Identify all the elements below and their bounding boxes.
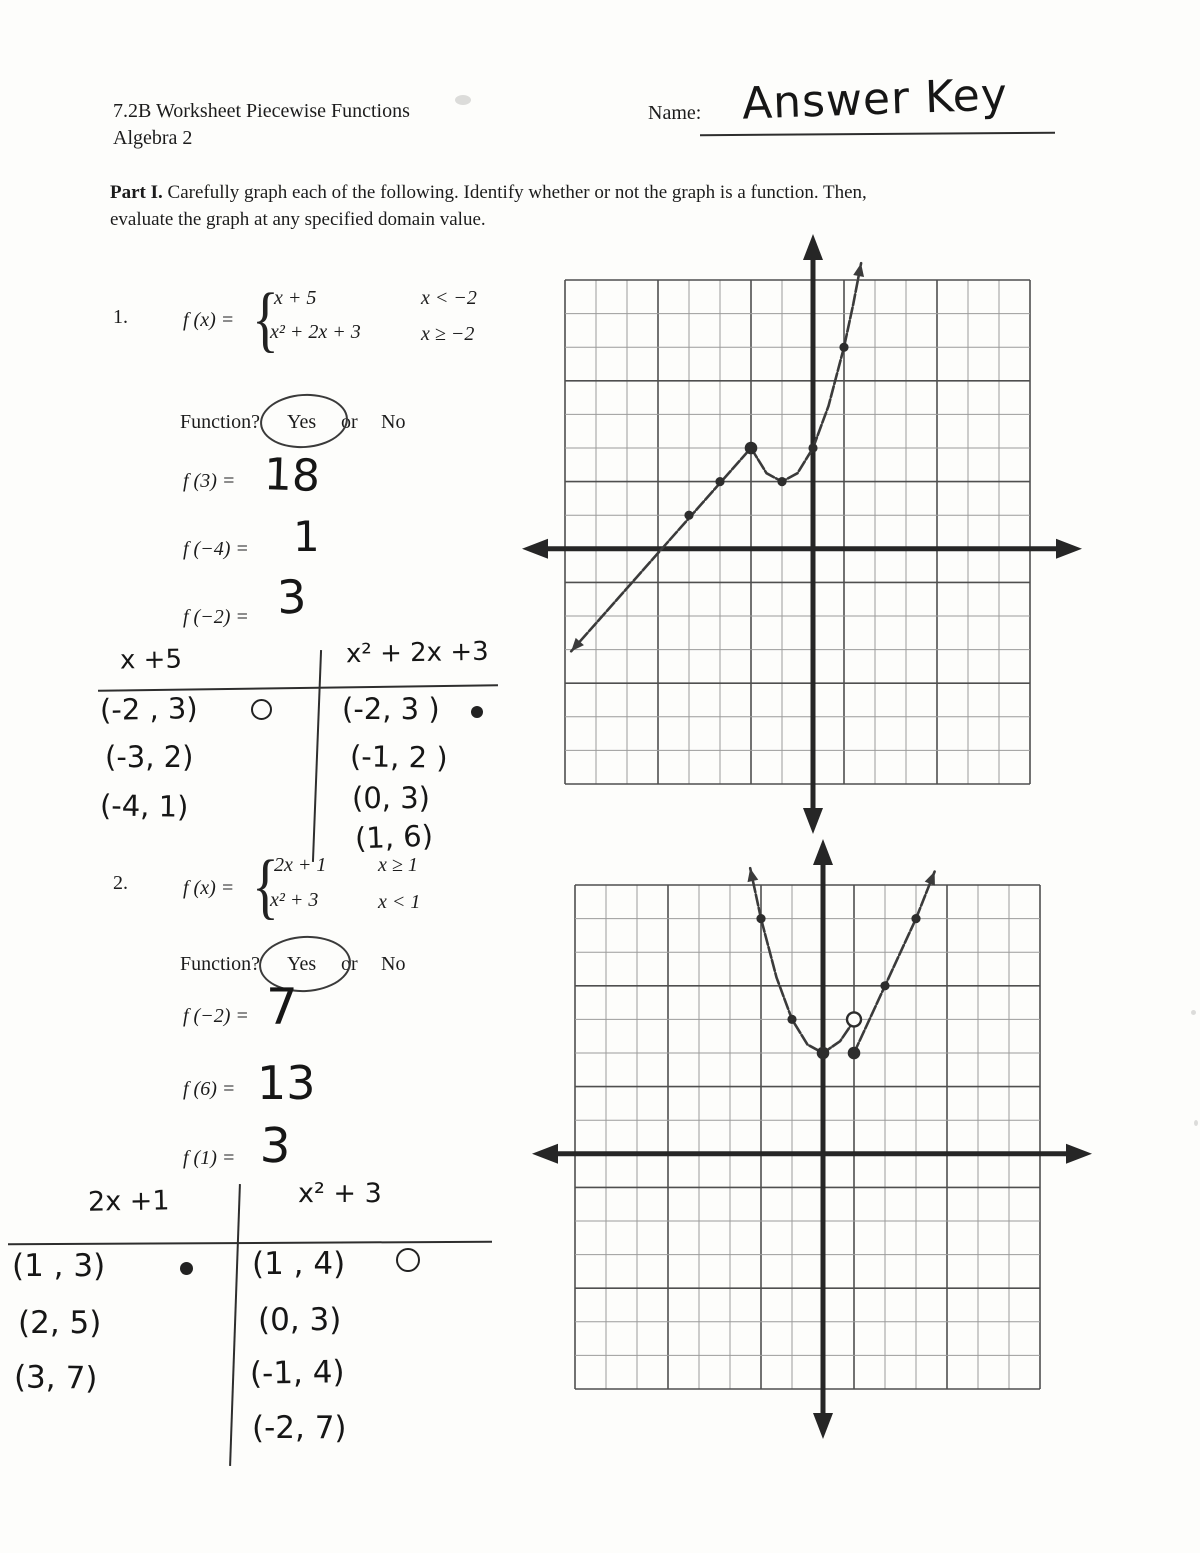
table2-header-rule	[8, 1241, 492, 1246]
table2-open-circle-marker	[396, 1248, 420, 1272]
scan-artifact	[455, 95, 471, 105]
problem2-eval3-label: f (1) =	[183, 1147, 236, 1169]
worksheet-subtitle: Algebra 2	[113, 127, 193, 149]
problem2-piece2-expr: x² + 3	[270, 889, 319, 911]
problem2-eval2-answer: 13	[257, 1056, 316, 1110]
graph-2	[530, 835, 1110, 1457]
table1-left-point: (-3, 2)	[105, 740, 194, 774]
problem1-piecewise-brace: {	[252, 279, 279, 360]
table1-header-rule	[98, 684, 498, 692]
problem1-no-option: No	[381, 411, 406, 433]
table2-left-header: 2x +1	[87, 1185, 170, 1218]
instructions-line1	[110, 182, 867, 204]
problem1-piece2-cond: x ≥ −2	[421, 323, 475, 345]
name-label: Name:	[648, 102, 702, 124]
problem2-no-option: No	[381, 953, 406, 975]
problem2-eval2-label: f (6) =	[183, 1078, 236, 1100]
problem1-yes-option: Yes	[287, 411, 317, 433]
instructions-line2: evaluate the graph at any specified domain value.	[110, 209, 486, 230]
scan-artifact	[1191, 1010, 1196, 1015]
problem2-piece2-cond: x < 1	[378, 891, 421, 913]
problem2-eval1-answer: 7	[266, 978, 298, 1036]
table1-left-header: x +5	[119, 644, 183, 676]
problem2-eval1-label: f (−2) =	[183, 1005, 249, 1027]
table2-column-divider	[229, 1184, 241, 1466]
table1-left-point: (-2 , 3)	[99, 691, 198, 727]
part-label: Part I.	[110, 182, 163, 203]
table2-left-point: (3, 7)	[13, 1359, 98, 1397]
problem1-eval2-label: f (−4) =	[183, 538, 249, 560]
problem1-or-label: or	[341, 411, 358, 433]
problem1-eval3-answer: 3	[276, 569, 308, 625]
problem2-number: 2.	[113, 872, 128, 894]
table1-column-divider	[312, 650, 322, 862]
table2-left-point: (1 , 3)	[12, 1248, 106, 1284]
problem1-yes-circle-annotation	[258, 391, 350, 451]
problem2-piece1-expr: 2x + 1	[274, 854, 327, 876]
problem2-or-label: or	[341, 953, 358, 975]
table1-left-point: (-4, 1)	[99, 788, 189, 824]
problem1-eval2-answer: 1	[293, 512, 320, 561]
table1-right-point: (-2, 3 )	[342, 692, 440, 726]
table2-closed-dot-marker	[180, 1262, 193, 1275]
table2-right-point: (-2, 7)	[252, 1410, 347, 1446]
problem1-piece2-expr: x² + 2x + 3	[270, 321, 361, 343]
table2-right-point: (0, 3)	[258, 1302, 342, 1338]
instructions-line1-text: Carefully graph each of the following. Identify whether or not the graph is a function. Then,	[162, 182, 867, 203]
worksheet-title: 7.2B Worksheet Piecewise Functions	[113, 100, 410, 122]
table2-right-header: x² + 3	[298, 1178, 382, 1209]
name-underline	[700, 132, 1055, 136]
table1-right-point: (-1, 2 )	[349, 739, 448, 775]
problem2-function-question: Function?	[180, 953, 260, 975]
name-value-handwritten: Answer Key	[741, 69, 1009, 130]
problem1-eval3-label: f (−2) =	[183, 606, 249, 628]
table1-right-point: (0, 3)	[352, 781, 430, 815]
problem1-eval1-answer: 18	[263, 449, 321, 502]
scan-artifact	[1194, 1120, 1198, 1126]
problem1-function-question: Function?	[180, 411, 260, 433]
problem2-fx-label: f (x) =	[183, 877, 235, 899]
problem1-fx-label: f (x) =	[183, 309, 235, 331]
problem1-piece1-expr: x + 5	[274, 287, 317, 309]
problem2-yes-option: Yes	[287, 953, 317, 975]
table1-open-circle-marker	[251, 699, 272, 720]
problem1-eval1-label: f (3) =	[183, 470, 236, 492]
table2-left-point: (2, 5)	[18, 1305, 102, 1341]
table1-right-header: x² + 2x +3	[345, 636, 489, 670]
problem1-piece1-cond: x < −2	[421, 287, 477, 309]
graph-1	[520, 230, 1100, 852]
table2-right-point: (-1, 4)	[249, 1354, 345, 1392]
problem1-number: 1.	[113, 306, 128, 328]
problem2-piecewise-brace: {	[252, 846, 279, 927]
table1-right-point: (1, 6)	[354, 818, 434, 856]
table1-closed-dot-marker	[471, 706, 483, 718]
problem2-eval3-answer: 3	[259, 1117, 292, 1175]
problem2-piece1-cond: x ≥ 1	[378, 854, 418, 876]
table2-right-point: (1 , 4)	[252, 1246, 346, 1282]
